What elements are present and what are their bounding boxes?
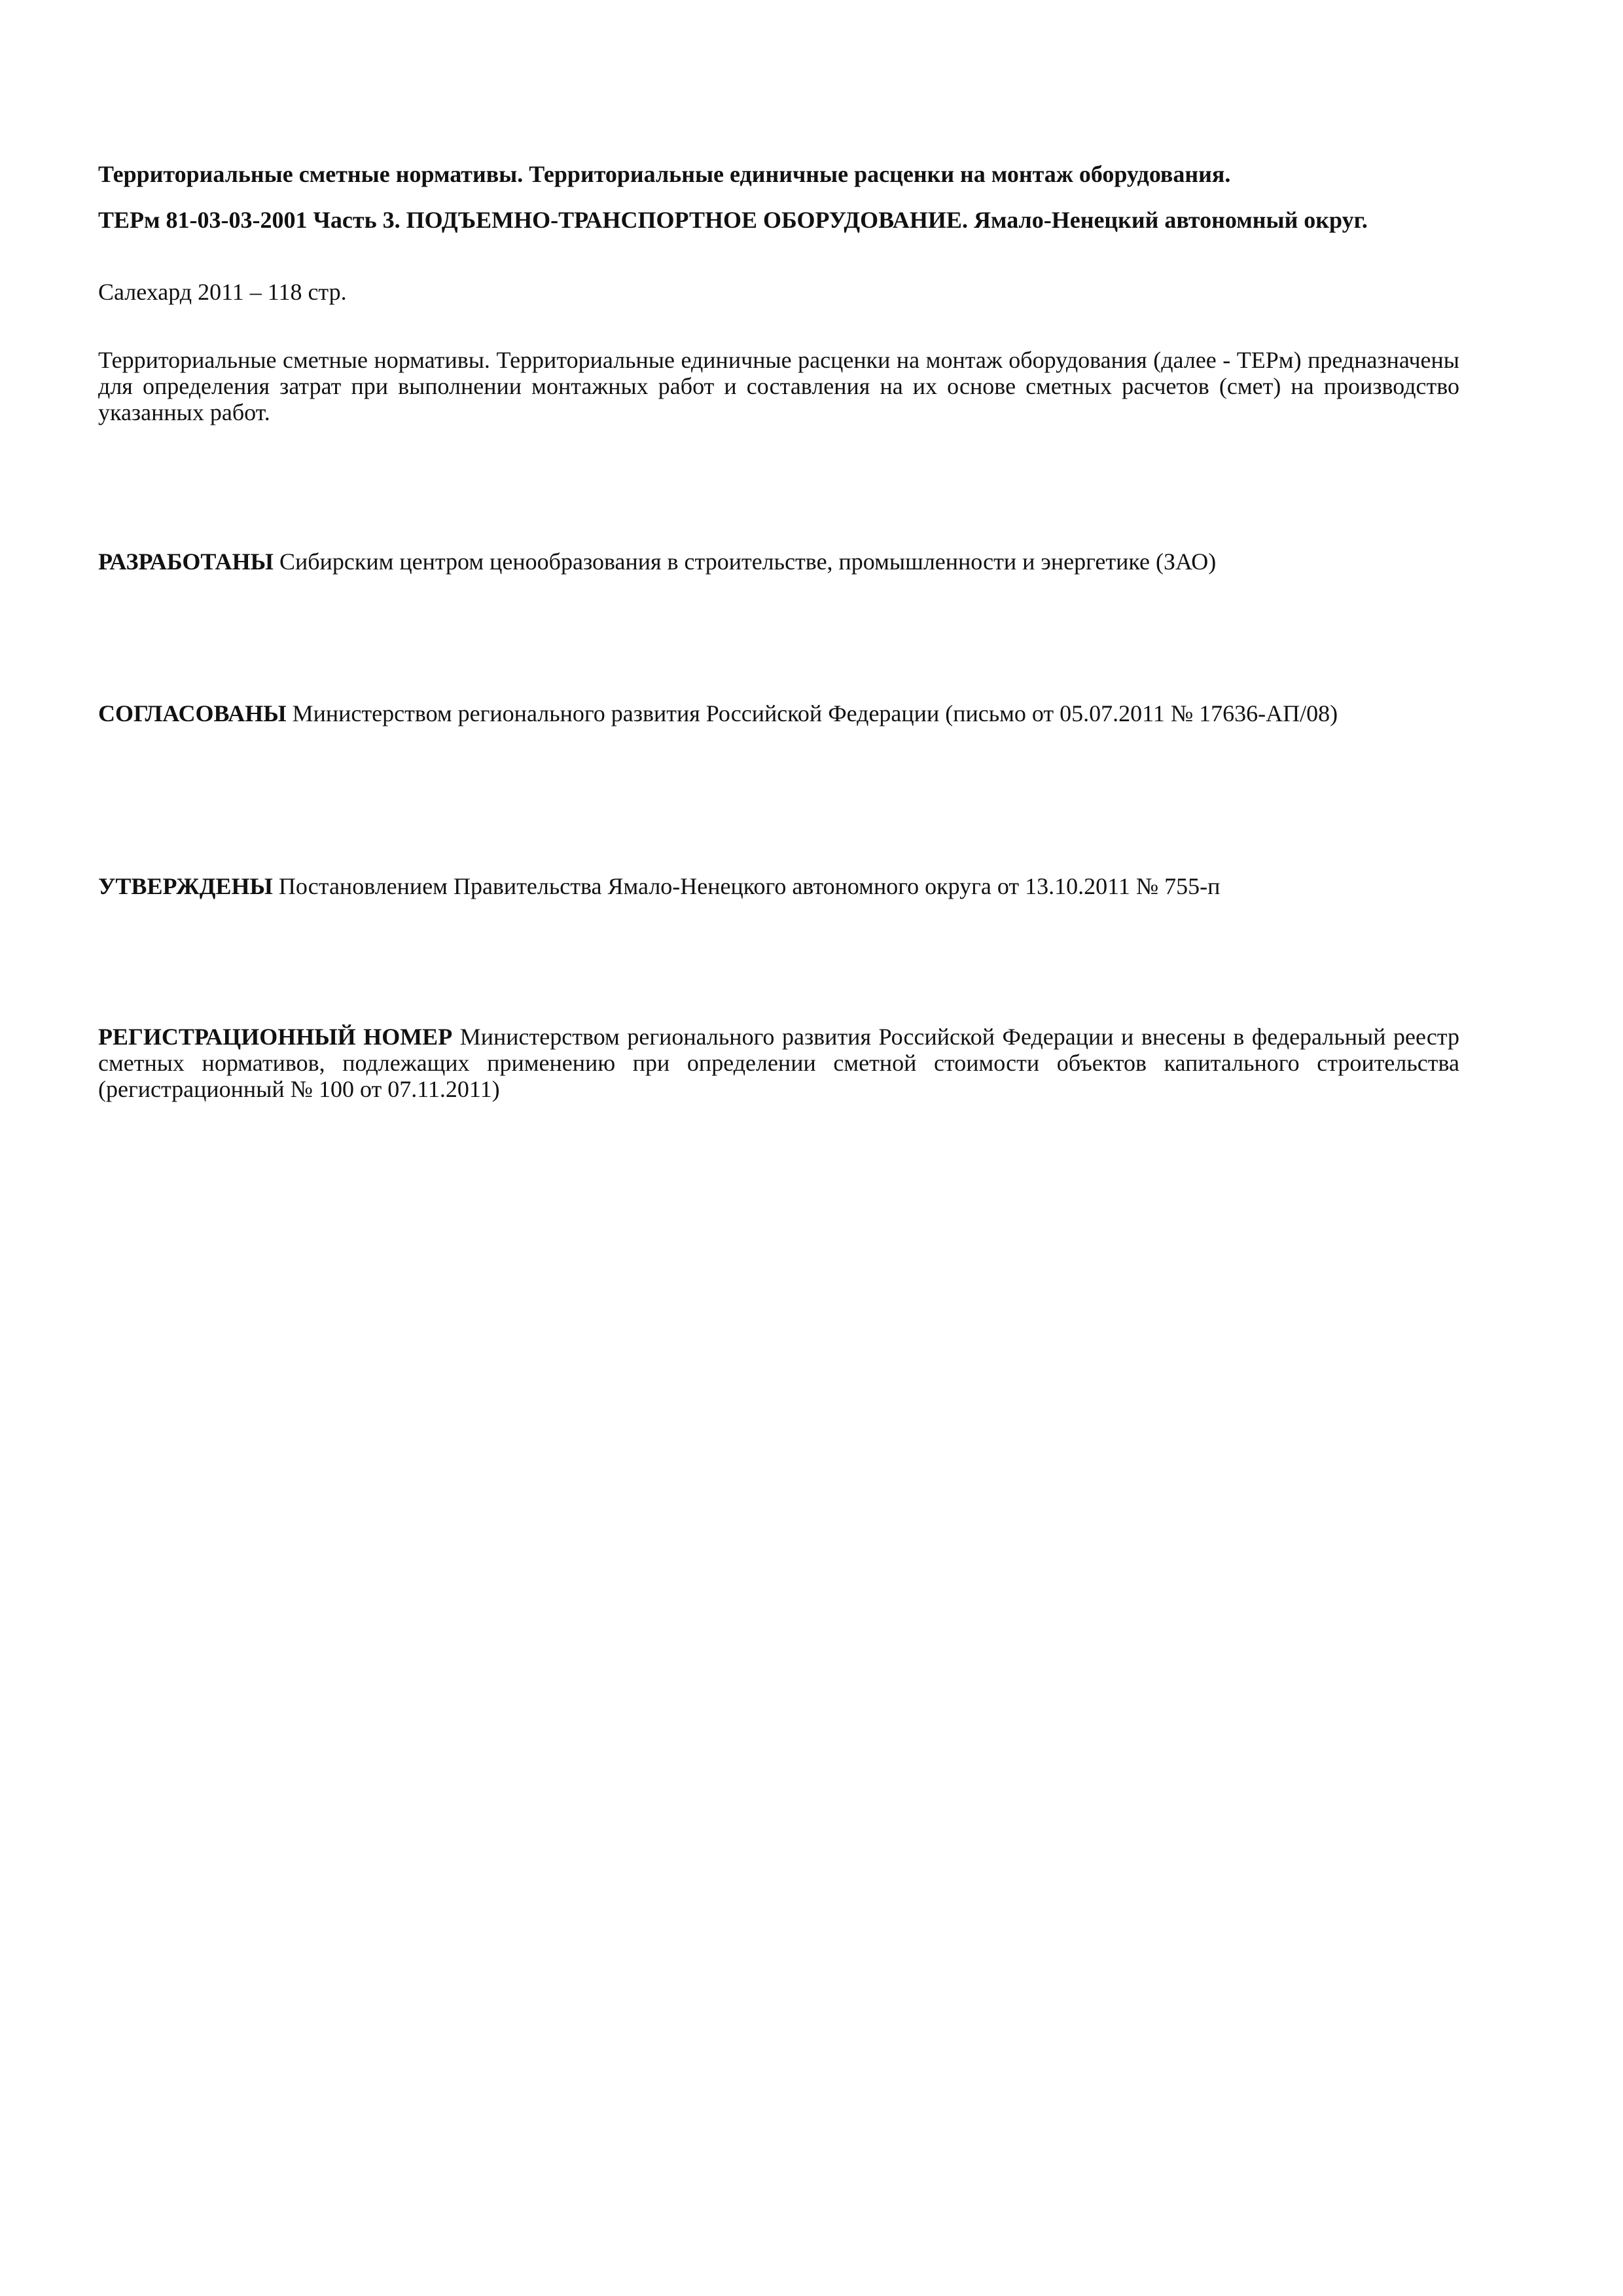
registration-label: РЕГИСТРАЦИОННЫЙ НОМЕР	[98, 1024, 453, 1050]
agreed-label: СОГЛАСОВАНЫ	[98, 700, 287, 726]
developed-text: Сибирским центром ценообразования в строительстве, промышленности и энергетике (ЗАО)	[279, 548, 1217, 575]
approved-label: УТВЕРЖДЕНЫ	[98, 873, 273, 899]
approved-text: Постановлением Правительства Ямало-Ненецкого автономного округа от 13.10.2011 № 755-п	[278, 873, 1221, 899]
document-page	[98, 0, 1459, 2296]
registration-section	[98, 1024, 1459, 1102]
imprint-line: Салехард 2011 – 118 стр.	[98, 279, 347, 305]
agreed-text: Министерством регионального развития Российской Федерации (письмо от 05.07.2011 № 17636-АП/08)	[292, 700, 1338, 726]
approved-section	[98, 873, 1459, 899]
document-title: Территориальные сметные нормативы. Территориальные единичные расценки на монтаж оборудования.	[98, 161, 1231, 187]
agreed-section	[98, 700, 1459, 726]
document-code-title: ТЕРм 81-03-03-2001 Часть 3. ПОДЪЕМНО-ТРАНСПОРТНОЕ ОБОРУДОВАНИЕ. Ямало-Ненецкий автономный округ.	[98, 207, 1368, 233]
intro-paragraph: Территориальные сметные нормативы. Территориальные единичные расценки на монтаж оборудования (далее - ТЕРм) предназначены для определения затрат при выполнении монтажных работ и составления на их основе сметных расчетов (смет) на производство указанных работ.	[98, 347, 1459, 425]
registration-text: Министерством регионального развития Российской Федерации и внесены в федеральный реестр сметных нормативов, подлежащих применению при определении сметной стоимости объектов капитального строительства (регистрационный № 100 от 07.11.2011)	[98, 1024, 1460, 1102]
developed-label: РАЗРАБОТАНЫ	[98, 548, 274, 575]
developed-section	[98, 548, 1459, 575]
